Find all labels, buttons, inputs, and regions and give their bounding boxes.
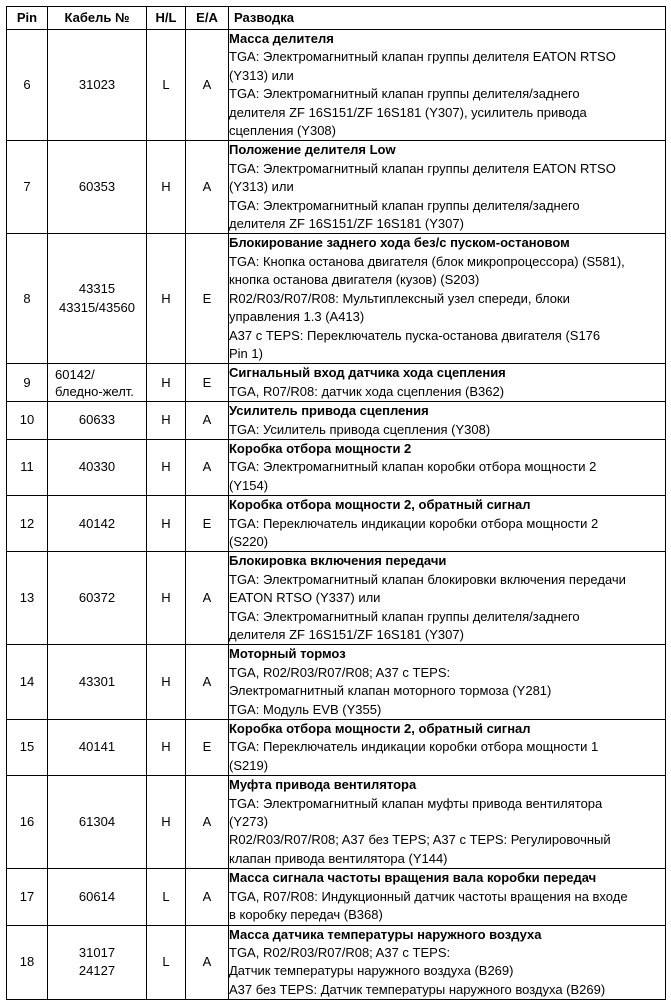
wiring-title: Блокировка включения передачи (229, 553, 447, 569)
wiring-line: TGA: Электромагнитный клапан группы делителя EATON RTSO (229, 49, 616, 65)
table-row (7, 720, 666, 776)
wiring-title: Коробка отбора мощности 2, обратный сигнал (229, 497, 531, 513)
cable-number: 60353 (78, 179, 116, 195)
ea-cell: E (186, 364, 229, 402)
hl-cell: L (147, 869, 186, 925)
hl-cell: H (147, 645, 186, 720)
wiring-cell (229, 720, 666, 776)
cable-number: 61304 (78, 814, 116, 830)
wiring-title: Блокирование заднего хода без/с пуском-остановом (229, 235, 570, 251)
wiring-title: Коробка отбора мощности 2 (229, 440, 412, 456)
pin-cell: 12 (7, 496, 48, 552)
wiring-line: EATON RTSO (Y337) или (229, 590, 381, 606)
cable-number-cell (48, 776, 147, 869)
wiring-line: TGA: Переключатель индикации коробки отбора мощности 1 (229, 739, 599, 755)
wiring-line: TGA, R07/R08: датчик хода сцепления (B362) (229, 383, 505, 399)
cable-number: 60372 (78, 590, 116, 606)
pin-cell: 8 (7, 234, 48, 364)
pin-cell: 18 (7, 925, 48, 1000)
cable-number: 31023 (78, 77, 116, 93)
pin-cell: 9 (7, 364, 48, 402)
wiring-title: Моторный тормоз (229, 646, 346, 662)
wiring-cell (229, 869, 666, 925)
wiring-title: Коробка отбора мощности 2, обратный сигнал (229, 721, 531, 737)
pin-cell: 7 (7, 141, 48, 234)
pin-cell: 13 (7, 552, 48, 645)
cable-number-cell (48, 720, 147, 776)
wiring-title: Масса сигнала частоты вращения вала коробки передач (229, 870, 597, 886)
table-row (7, 234, 666, 364)
wiring-line: Электромагнитный клапан моторного тормоза (Y281) (229, 683, 552, 699)
pin-cell: 11 (7, 439, 48, 495)
header-pin: Pin (7, 7, 48, 30)
header-cable-number: Кабель № (48, 7, 147, 30)
table-row (7, 496, 666, 552)
table-row (7, 552, 666, 645)
wiring-cell (229, 552, 666, 645)
wiring-cell (229, 141, 666, 234)
wiring-line: в коробку передач (B368) (229, 907, 383, 923)
hl-cell: H (147, 496, 186, 552)
wiring-line: Pin 1) (229, 345, 263, 361)
wiring-line: TGA: Электромагнитный клапан группы делителя/заднего (229, 86, 580, 102)
hl-cell: L (147, 925, 186, 1000)
cable-number-cell (48, 402, 147, 440)
wiring-title: Муфта привода вентилятора (229, 777, 417, 793)
wiring-cell (229, 496, 666, 552)
hl-cell: H (147, 776, 186, 869)
pin-cell: 16 (7, 776, 48, 869)
wiring-line: (S219) (229, 757, 269, 773)
hl-cell: H (147, 402, 186, 440)
cable-number: бледно-желт. (55, 383, 134, 399)
table-row (7, 141, 666, 234)
wiring-title: Масса делителя (229, 31, 334, 46)
hl-cell: H (147, 552, 186, 645)
cable-number-cell (48, 925, 147, 1000)
wiring-line: TGA: Переключатель индикации коробки отбора мощности 2 (229, 515, 599, 531)
pin-cell: 6 (7, 30, 48, 141)
wiring-line: делителя ZF 16S151/ZF 16S181 (Y307) (229, 216, 464, 232)
ea-cell: A (186, 552, 229, 645)
wiring-line: TGA: Электромагнитный клапан муфты привода вентилятора (229, 795, 603, 811)
wiring-line: (Y273) (229, 814, 269, 830)
wiring-line: R02/R03/R07/R08: Мультиплексный узел спереди, блоки (229, 290, 570, 306)
wiring-title: Масса датчика температуры наружного воздуха (229, 926, 542, 942)
cable-number: 40330 (78, 459, 116, 475)
wiring-cell (229, 439, 666, 495)
ea-cell: A (186, 402, 229, 440)
hl-cell: H (147, 141, 186, 234)
cable-number: 60142/ (55, 366, 95, 382)
header-ea: E/A (186, 7, 229, 30)
table-row (7, 364, 666, 402)
wiring-line: TGA: Модуль EVB (Y355) (229, 701, 382, 717)
table-row (7, 776, 666, 869)
hl-cell: H (147, 234, 186, 364)
wiring-line: TGA: Электромагнитный клапан группы делителя/заднего (229, 608, 580, 624)
ea-cell: A (186, 30, 229, 141)
wiring-line: (Y313) или (229, 179, 294, 195)
wiring-line: TGA: Электромагнитный клапан коробки отбора мощности 2 (229, 459, 597, 475)
ea-cell: A (186, 869, 229, 925)
wiring-line: TGA: Электромагнитный клапан группы делителя/заднего (229, 197, 580, 213)
wiring-cell (229, 402, 666, 440)
wiring-line: делителя ZF 16S151/ZF 16S181 (Y307), усилитель привода (229, 104, 587, 120)
wiring-title: Сигнальный вход датчика хода сцепления (229, 365, 506, 381)
cable-number-cell (48, 30, 147, 141)
cable-number: 43315 (78, 281, 116, 297)
pin-cell: 15 (7, 720, 48, 776)
hl-cell: H (147, 364, 186, 402)
ea-cell: A (186, 925, 229, 1000)
wiring-line: TGA: Кнопка останова двигателя (блок микропроцессора) (S581), (229, 253, 625, 269)
cable-number: 40142 (78, 515, 116, 531)
header-wiring: Разводка (229, 7, 666, 30)
wiring-line: управления 1.3 (A413) (229, 309, 365, 325)
wiring-line: сцепления (Y308) (229, 123, 336, 139)
hl-cell: H (147, 720, 186, 776)
wiring-title: Усилитель привода сцепления (229, 403, 429, 419)
wiring-line: делителя ZF 16S151/ZF 16S181 (Y307) (229, 627, 464, 642)
cable-number-cell (48, 496, 147, 552)
wiring-line: кнопка останова двигателя (кузов) (S203) (229, 272, 480, 288)
table-row (7, 30, 666, 141)
ea-cell: E (186, 234, 229, 364)
wiring-line: Датчик температуры наружного воздуха (B269) (229, 963, 514, 979)
cable-number: 24127 (78, 963, 116, 979)
ea-cell: A (186, 439, 229, 495)
wiring-cell (229, 30, 666, 141)
wiring-title: Положение делителя Low (229, 142, 396, 158)
cable-number: 43301 (78, 674, 116, 690)
wiring-line: TGA: Электромагнитный клапан блокировки включения передачи (229, 571, 626, 587)
cable-number: 43315/43560 (59, 299, 135, 315)
wiring-cell (229, 776, 666, 869)
hl-cell: H (147, 439, 186, 495)
wiring-cell (229, 925, 666, 1000)
table-row (7, 645, 666, 720)
pin-cell: 10 (7, 402, 48, 440)
table-body (7, 30, 666, 1000)
cable-number-cell (48, 645, 147, 720)
wiring-line: TGA, R02/R03/R07/R08; A37 с TEPS: (229, 664, 451, 680)
pin-cell: 14 (7, 645, 48, 720)
wiring-line: A37 без TEPS: Датчик температуры наружного воздуха (B269) (229, 981, 606, 997)
wiring-line: клапан привода вентилятора (Y144) (229, 850, 448, 866)
header-hl: H/L (147, 7, 186, 30)
ea-cell: A (186, 645, 229, 720)
ea-cell: A (186, 141, 229, 234)
table-row (7, 402, 666, 440)
table-header-row (7, 7, 666, 30)
wiring-line: A37 с TEPS: Переключатель пуска-останова двигателя (S176 (229, 327, 601, 343)
wiring-line: (Y313) или (229, 67, 294, 83)
wiring-line: (S220) (229, 533, 269, 549)
pin-assignment-table (6, 6, 666, 1000)
wiring-line: (Y154) (229, 477, 269, 493)
ea-cell: E (186, 720, 229, 776)
wiring-line: R02/R03/R07/R08; A37 без TEPS; A37 с TEPS: Регулировочный (229, 832, 611, 848)
cable-number-cell (48, 141, 147, 234)
cable-number-cell (48, 869, 147, 925)
cable-number-cell (48, 234, 147, 364)
table-row (7, 869, 666, 925)
cable-number: 40141 (78, 739, 116, 755)
ea-cell: E (186, 496, 229, 552)
pin-cell: 17 (7, 869, 48, 925)
cable-number: 60614 (78, 888, 116, 904)
wiring-line: TGA: Электромагнитный клапан группы делителя EATON RTSO (229, 160, 616, 176)
cable-number-cell (48, 439, 147, 495)
wiring-line: TGA, R07/R08: Индукционный датчик частоты вращения на входе (229, 888, 628, 904)
wiring-cell (229, 234, 666, 364)
wiring-line: TGA: Усилитель привода сцепления (Y308) (229, 421, 491, 437)
cable-number: 31017 (78, 944, 116, 960)
wiring-line: TGA, R02/R03/R07/R08; A37 с TEPS: (229, 944, 451, 960)
table-row (7, 439, 666, 495)
table-row (7, 925, 666, 1000)
cable-number: 60633 (78, 412, 116, 428)
cable-number-cell (48, 364, 147, 402)
wiring-cell (229, 645, 666, 720)
cable-number-cell (48, 552, 147, 645)
wiring-cell (229, 364, 666, 402)
hl-cell: L (147, 30, 186, 141)
ea-cell: A (186, 776, 229, 869)
